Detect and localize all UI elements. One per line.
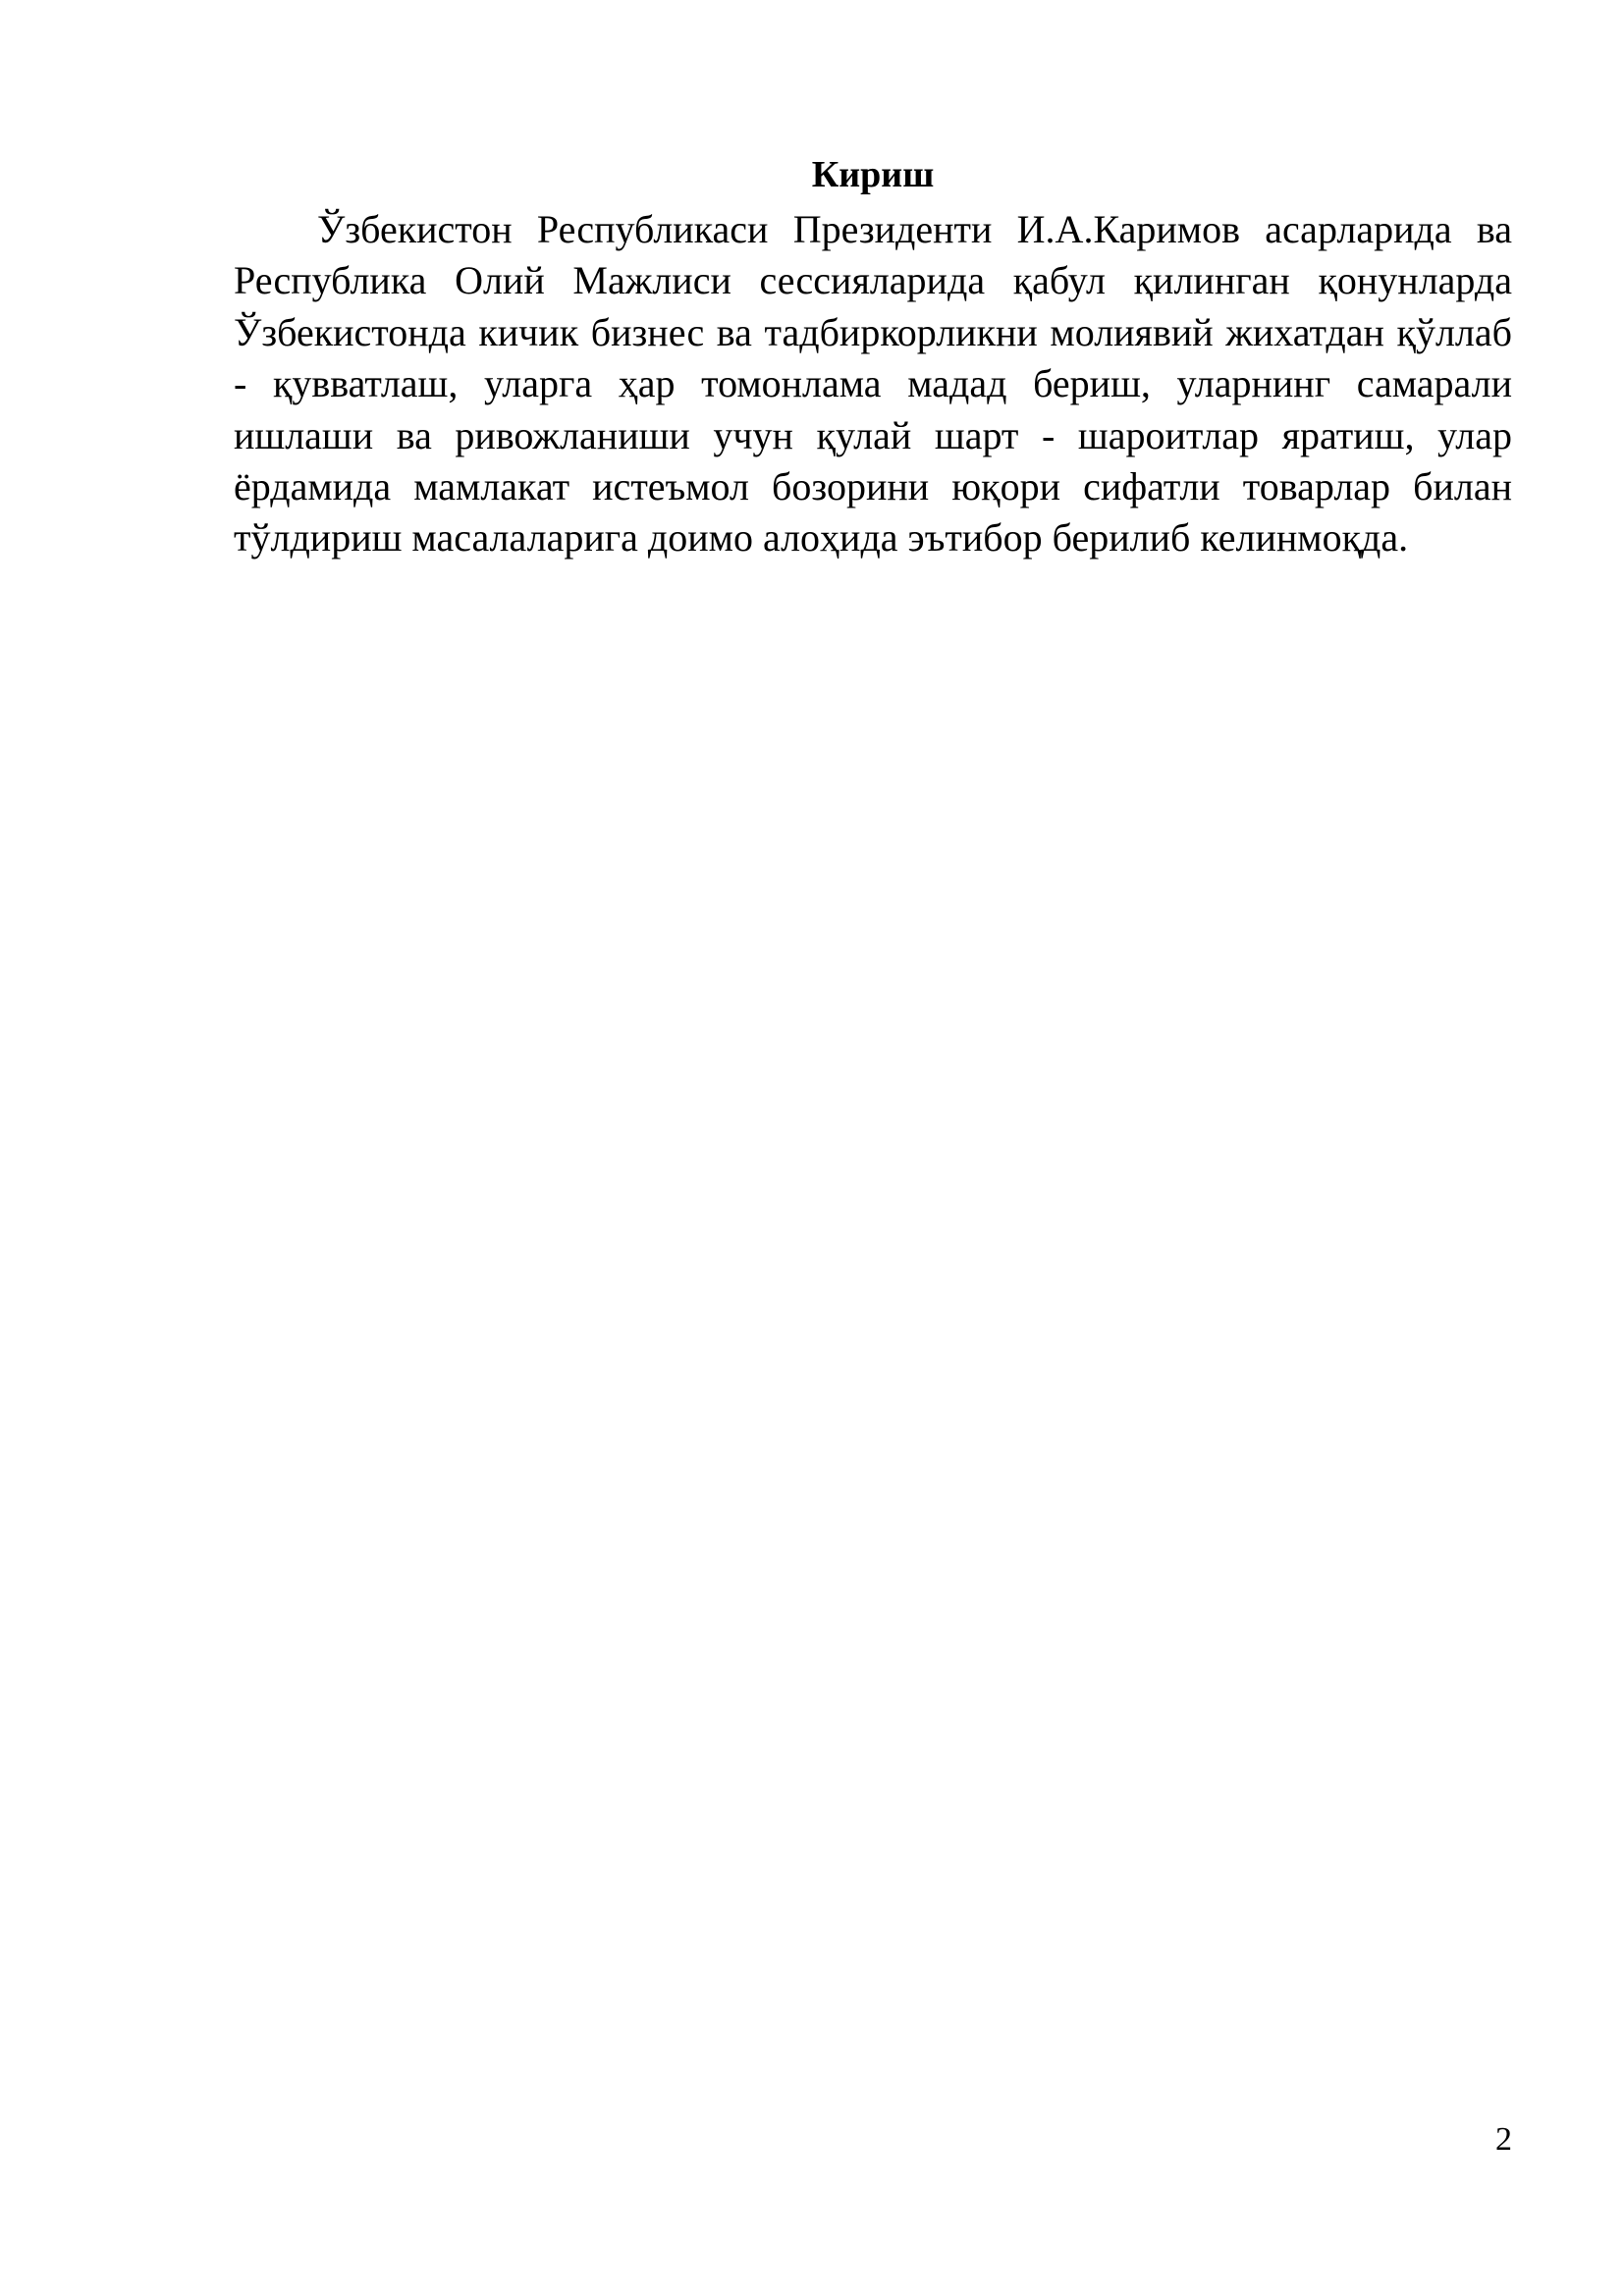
section-heading: Кириш bbox=[811, 154, 935, 195]
page-number: 2 bbox=[1495, 2121, 1512, 2158]
paragraph: Ўзбекистон Республикаси Президенти И.А.Каримов асарларида ва Республика Олий Мажлиси сессияларида қабул қилинган қонунларда Ўзбекистонда кичик бизнес ва тадбиркорликни молиявий жихатдан қўллаб - қувватлаш, уларга ҳар томонлама мадад бериш, уларнинг самарали ишлаши ва ривожланиши учун қулай шарт - шароитлар яратиш, улар ёрдамида мамлакат истеъмол бозорини юқори сифатли товарлар билан тўлдириш масалаларига доимо алоҳида эътибор берилиб келинмоқда. bbox=[234, 207, 1512, 561]
page-content bbox=[234, 149, 1512, 564]
